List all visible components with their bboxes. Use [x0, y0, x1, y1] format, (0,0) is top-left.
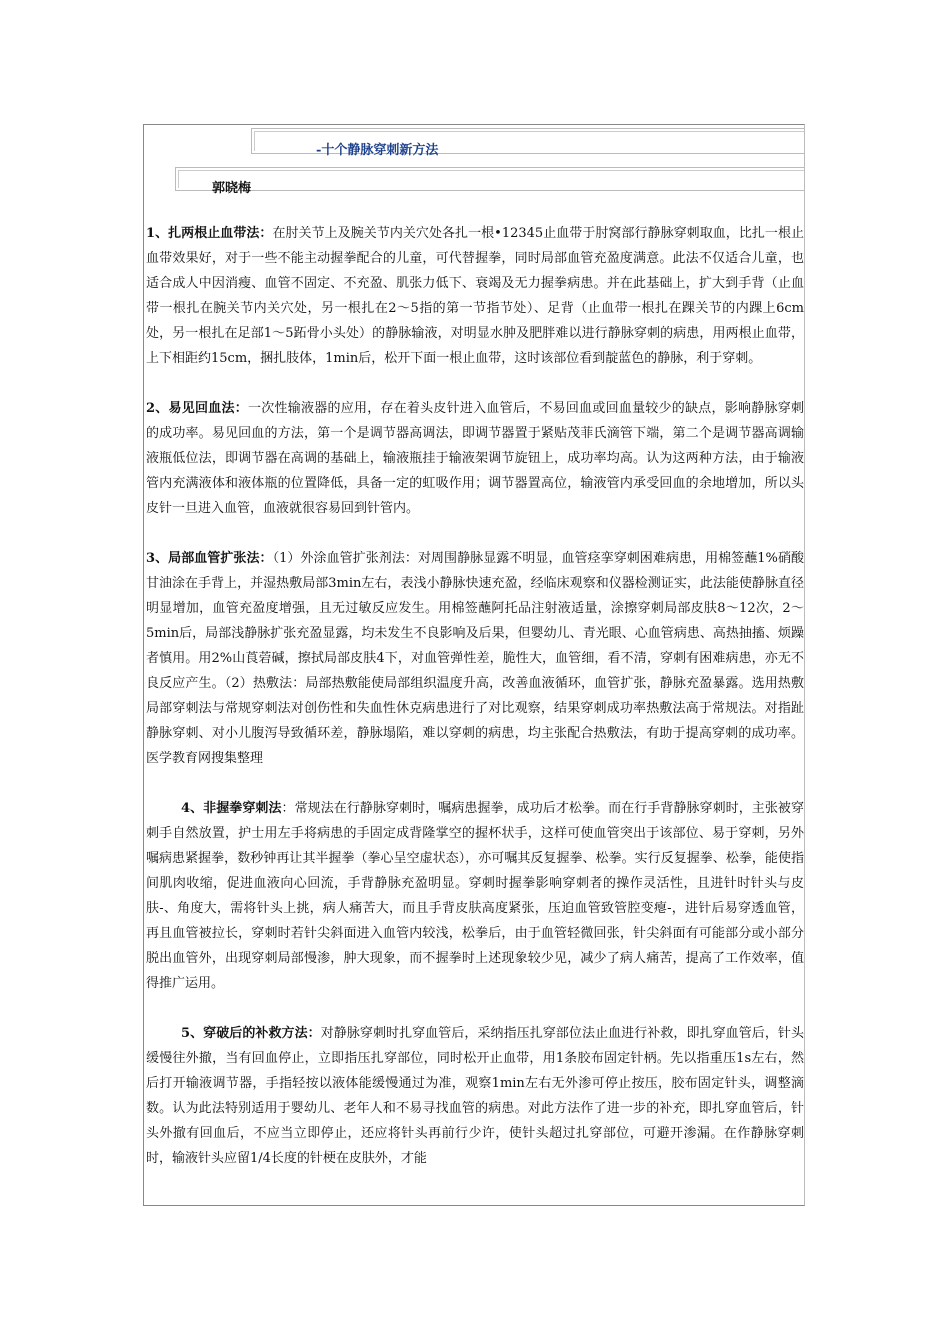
paragraph-4-heading: 4、非握拳穿刺法	[181, 801, 282, 816]
paragraph-3-heading: 3、局部血管扩张法：	[146, 551, 273, 566]
paragraph-5-heading: 5、穿破后的补救方法：	[181, 1026, 321, 1041]
paragraph-5-text: 对静脉穿刺时扎穿血管后，采纳指压扎穿部位法止血进行补救，即扎穿血管后，针头缓慢往外撤，当有回血停止，立即指压扎穿部位，同时松开止血带，用1条胶布固定针柄。先以指重压1s左右，然后打开输液调节器，手指轻按以液体能缓慢通过为准，观察1min左右无外渗可停止按压，胶布固定针头，调整滴数。认为此法特别适用于婴幼儿、老年人和不易寻找血管的病患。对此方法作了进一步的补充，即扎穿血管后，针头外撤有回血后，不应当立即停止，还应将针头再前行少许，使针头超过扎穿部位，可避开渗漏。在作静脉穿刺时，输液针头应留1/4长度的针梗在皮肤外，才能	[146, 1026, 804, 1166]
document-author: 郭晓梅	[212, 181, 252, 196]
paragraph-5	[146, 1021, 804, 1171]
paragraph-1-text: 在肘关节上及腕关节内关穴处各扎一根•12345止血带于肘窝部行静脉穿刺取血，比扎一根止血带效果好，对于一些不能主动握拳配合的儿童，可代替握拳，同时局部血管充盈度满意。此法不仅适合儿童，也适合成人中因消瘦、血管不固定、不充盈、肌张力低下、衰竭及无力握拳病患。并在此基础上，扩大到手背（止血带一根扎在腕关节内关穴处，另一根扎在2～5指的第一节指节处）、足背（止血带一根扎在踝关节的内踝上6cm处，另一根扎在足部1～5跖骨小头处）的静脉输液，对明显水肿及肥胖难以进行静脉穿刺的病患，用两根止血带，上下相距约15cm，捆扎肢体，1min后，松开下面一根止血带，这时该部位看到靛蓝色的静脉，利于穿刺。	[146, 226, 805, 366]
document-title: -十个静脉穿刺新方法	[316, 143, 439, 158]
article-body	[146, 221, 804, 1196]
paragraph-4-text: ：常规法在行静脉穿刺时，嘱病患握拳，成功后才松拳。而在行手背静脉穿刺时，主张被穿刺手自然放置，护士用左手将病患的手固定成背隆掌空的握杯状手，这样可使血管突出于该部位、易于穿刺，另外嘱病患紧握拳，数秒钟再让其半握拳（拳心呈空虚状态），亦可嘱其反复握拳、松拳。实行反复握拳、松拳，能使指间肌肉收缩，促进血液向心回流，手背静脉充盈明显。穿刺时握拳影响穿刺者的操作灵活性，且进针时针头与皮肤-、角度大，需将针头上挑，病人痛苦大，而且手背皮肤高度紧张，压迫血管致管腔变瘪-，进针后易穿透血管，再且血管被拉长，穿刺时若针尖斜面进入血管内较浅，松拳后，由于血管轻微回张，针尖斜面有可能部分或小部分脱出血管外，出现穿刺局部慢渗，肿大现象，而不握拳时上述现象较少见，减少了病人痛苦，提高了工作效率，值得推广运用。	[146, 801, 804, 991]
paragraph-1-heading: 1、扎两根止血带法：	[146, 226, 273, 241]
document-frame	[143, 124, 805, 1206]
paragraph-2	[146, 396, 804, 521]
author-box-inner	[178, 170, 805, 188]
paragraph-4	[146, 796, 804, 996]
paragraph-3-text: （1）外涂血管扩张剂法：对周围静脉显露不明显，血管痉挛穿刺困难病患，用棉签蘸1%硝酸甘油涂在手背上，并湿热敷局部3min左右，表浅小静脉快速充盈，经临床观察和仪器检测证实，此法能使静脉直径明显增加，血管充盈度增强，且无过敏反应发生。用棉签蘸阿托品注射液适量，涂擦穿刺局部皮肤8～12次，2～5min后，局部浅静脉扩张充盈显露，均未发生不良影响及后果，但婴幼儿、青光眼、心血管病患、高热抽搐、烦躁者慎用。用2%山莨菪碱，擦拭局部皮肤4下，对血管弹性差，脆性大，血管细，看不清，穿刺有困难病患，亦无不良反应产生。（2）热敷法：局部热敷能使局部组织温度升高，改善血液循环，血管扩张，静脉充盈暴露。选用热敷局部穿刺法与常规穿刺法对创伤性和失血性休克病患进行了对比观察，结果穿刺成功率热敷法高于常规法。对指趾静脉穿刺、对小儿腹泻导致循环差，静脉塌陷，难以穿刺的病患，均主张配合热敷法，有助于提高穿刺的成功率。医学教育网搜集整理	[146, 551, 804, 766]
paragraph-2-text: 一次性输液器的应用，存在着头皮针进入血管后，不易回血或回血量较少的缺点，影响静脉穿刺的成功率。易见回血的方法，第一个是调节器高调法，即调节器置于紧贴茂菲氏滴管下端，第二个是调节器高调输液瓶低位法，即调节器在高调的基础上，输液瓶挂于输液架调节旋钮上，成功率均高。认为这两种方法，由于输液管内充满液体和液体瓶的位置降低，具备一定的虹吸作用；调节器置高位，输液管内承受回血的余地增加，所以头皮针一旦进入血管，血液就很容易回到针管内。	[146, 401, 804, 516]
paragraph-3	[146, 546, 804, 771]
paragraph-1	[146, 221, 804, 371]
paragraph-2-heading: 2、易见回血法：	[146, 401, 248, 416]
author-box	[175, 167, 805, 191]
